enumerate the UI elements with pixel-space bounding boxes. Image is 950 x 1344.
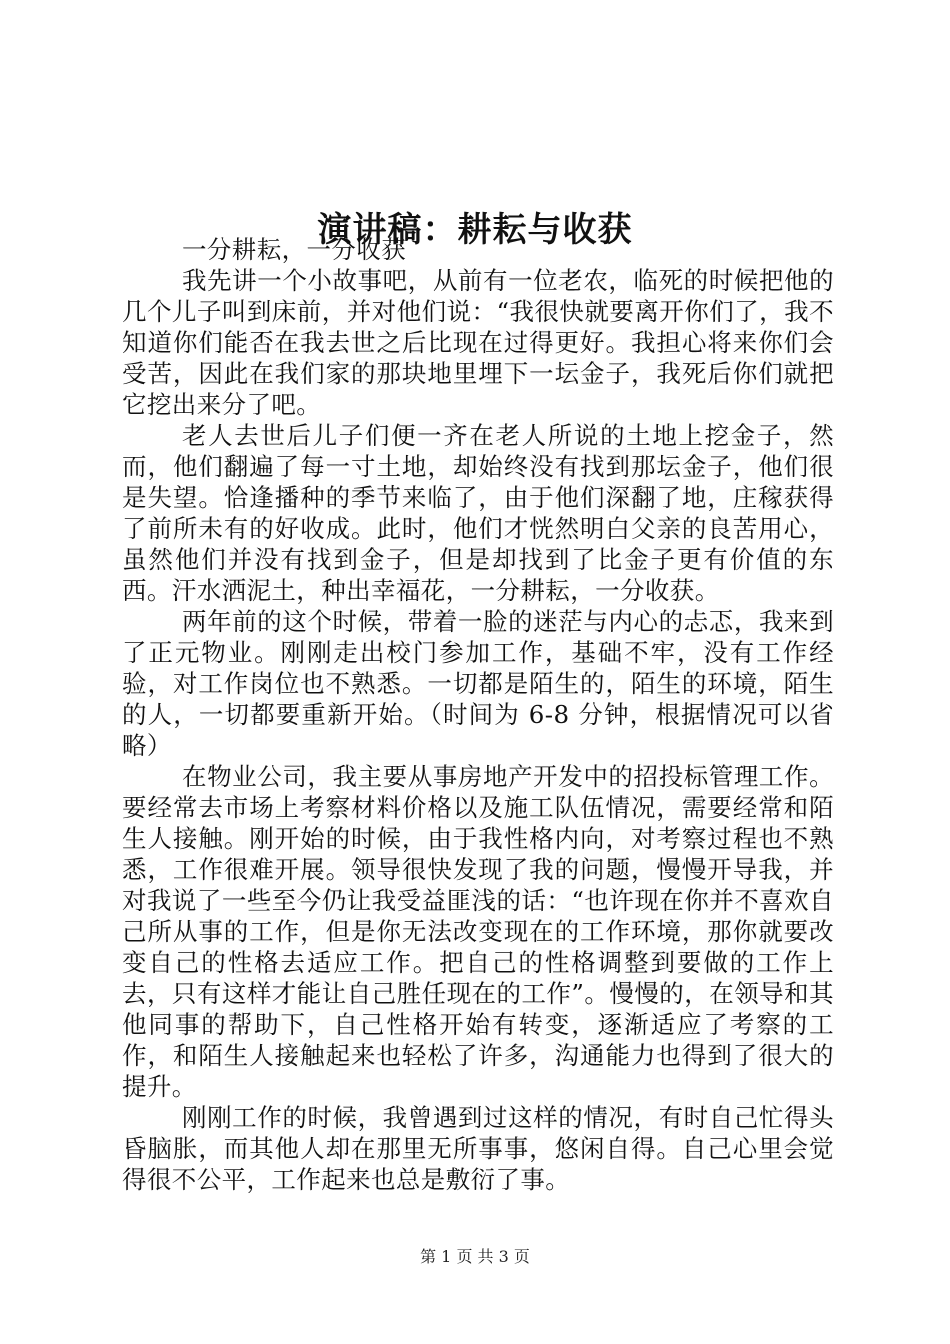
paragraph-subtitle: 一分耕耘，一分收获: [182, 235, 407, 264]
page-title: 演讲稿：耕耘与收获: [317, 209, 633, 250]
paragraph-early-work: 刚刚工作的时候，我曾遇到过这样的情况，有时自己忙得头昏脑胀，而其他人却在那里无所事事，悠闲自得。自己心里会觉得很不公平，工作起来也总是敷衍了事。: [122, 1103, 834, 1194]
paragraph-work-experience: 在物业公司，我主要从事房地产开发中的招投标管理工作。要经常去市场上考察材料价格以及施工队伍情况，需要经常和陌生人接触。刚开始的时候，由于我性格内向，对考察过程也不熟悉，工作很难开展。领导很快发现了我的问题，慢慢开导我，并对我说了一些至今仍让我受益匪浅的话：“也许现在你并不喜欢自己所从事的工作，但是你无法改变现在的工作环境，那你就要改变自己的性格去适应工作。把自己的性格调整到要做的工作上去，只有这样才能让自己胜任现在的工作”。慢慢的，在领导和其他同事的帮助下，自己性格开始有转变，逐渐适应了考察的工作，和陌生人接触起来也轻松了许多，沟通能力也得到了很大的提升。: [122, 762, 834, 1101]
page-footer: 第 1 页 共 3 页: [420, 1247, 530, 1266]
paragraph-story: 我先讲一个小故事吧，从前有一位老农，临死的时候把他的几个儿子叫到床前，并对他们说：“我很快就要离开你们了，我不知道你们能否在我去世之后比现在过得更好。我担心将来你们会受苦，因此在我们家的那块地里埋下一坛金子，我死后你们就把它挖出来分了吧。: [122, 266, 834, 419]
paragraph-story-outcome: 老人去世后儿子们便一齐在老人所说的土地上挖金子，然而，他们翻遍了每一寸土地，却始终没有找到那坛金子，他们很是失望。恰逢播种的季节来临了，由于他们深翻了地，庄稼获得了前所未有的好收成。此时，他们才恍然明白父亲的良苦用心，虽然他们并没有找到金子，但是却找到了比金子更有价值的东西。汗水洒泥土，种出幸福花，一分耕耘，一分收获。: [122, 421, 834, 605]
document-body: [122, 234, 834, 1195]
paragraph-arrival: 两年前的这个时候，带着一脸的迷茫与内心的忐忑，我来到了正元物业。刚刚走出校门参加工作，基础不牢，没有工作经验，对工作岗位也不熟悉。一切都是陌生的，陌生的环境，陌生的人，一切都要重新开始。（时间为 6-8 分钟，根据情况可以省略）: [122, 607, 834, 760]
